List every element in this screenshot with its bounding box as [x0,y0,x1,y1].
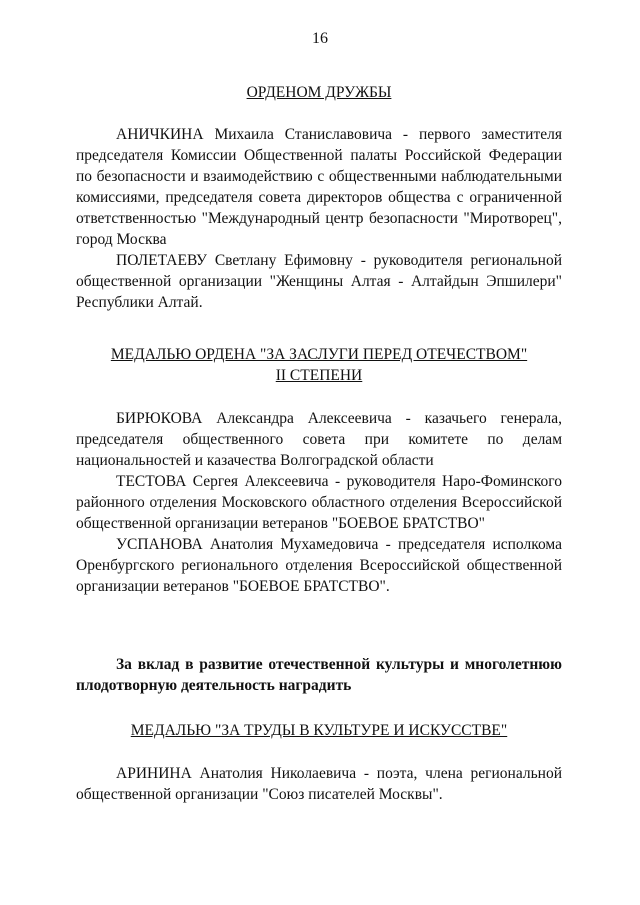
heading-text-line-1: МЕДАЛЬЮ ОРДЕНА "ЗА ЗАСЛУГИ ПЕРЕД ОТЕЧЕСТВОМ" [110,346,528,363]
recipient-paragraph: ТЕСТОВА Сергея Алексеевича - руководителя Наро-Фоминского районного отделения Московского областного отделения Всероссийской общественной организации ветеранов "БОЕВОЕ БРАТСТВО" [76,473,562,532]
heading-text: ОРДЕНОМ ДРУЖБЫ [246,84,392,101]
section-heading-medal-merit-fatherland [76,344,562,386]
section-order-of-friendship-recipients [76,124,562,313]
recipient-paragraph: ПОЛЕТАЕВУ Светлану Ефимовну - руководителя региональной общественной организации "Женщины Алтая - Алтайдын Эпшилери" Республики Алтай. [76,252,562,311]
section-heading-order-of-friendship [76,82,562,103]
heading-text: МЕДАЛЬЮ "ЗА ТРУДЫ В КУЛЬТУРЕ И ИСКУССТВЕ" [130,722,508,739]
page-number: 16 [312,30,328,47]
award-intro-text: За вклад в развитие отечественной культуры и многолетнюю плодотворную деятельность наградить [76,656,562,694]
recipient-paragraph: УСПАНОВА Анатолия Мухамедовича - председателя исполкома Оренбургского регионального отделения Всероссийской общественной организации ветеранов "БОЕВОЕ БРАТСТВО". [76,536,562,595]
recipient-paragraph: БИРЮКОВА Александра Алексеевича - казачьего генерала, председателя общественного совета при комитете по делам национальностей и казачества Волгоградской области [76,410,562,469]
section-heading-medal-culture-arts [76,720,562,741]
section-medal-merit-fatherland-recipients [76,408,562,597]
recipient-paragraph: АРИНИНА Анатолия Николаевича - поэта, члена региональной общественной организации "Союз писателей Москвы". [76,765,562,803]
heading-text-line-2: II СТЕПЕНИ [275,367,363,384]
section-medal-culture-arts-recipients [76,763,562,805]
recipient-paragraph: АНИЧКИНА Михаила Станиславовича - первого заместителя председателя Комиссии Общественной палаты Российской Федерации по безопасности и взаимодействию с общественными наблюдательными комиссиями, председателя совета директоров общества с ограниченной ответственностью "Международный центр безопасности "Миротворец", город Москва [76,126,562,248]
section-culture-award-intro [76,654,562,696]
